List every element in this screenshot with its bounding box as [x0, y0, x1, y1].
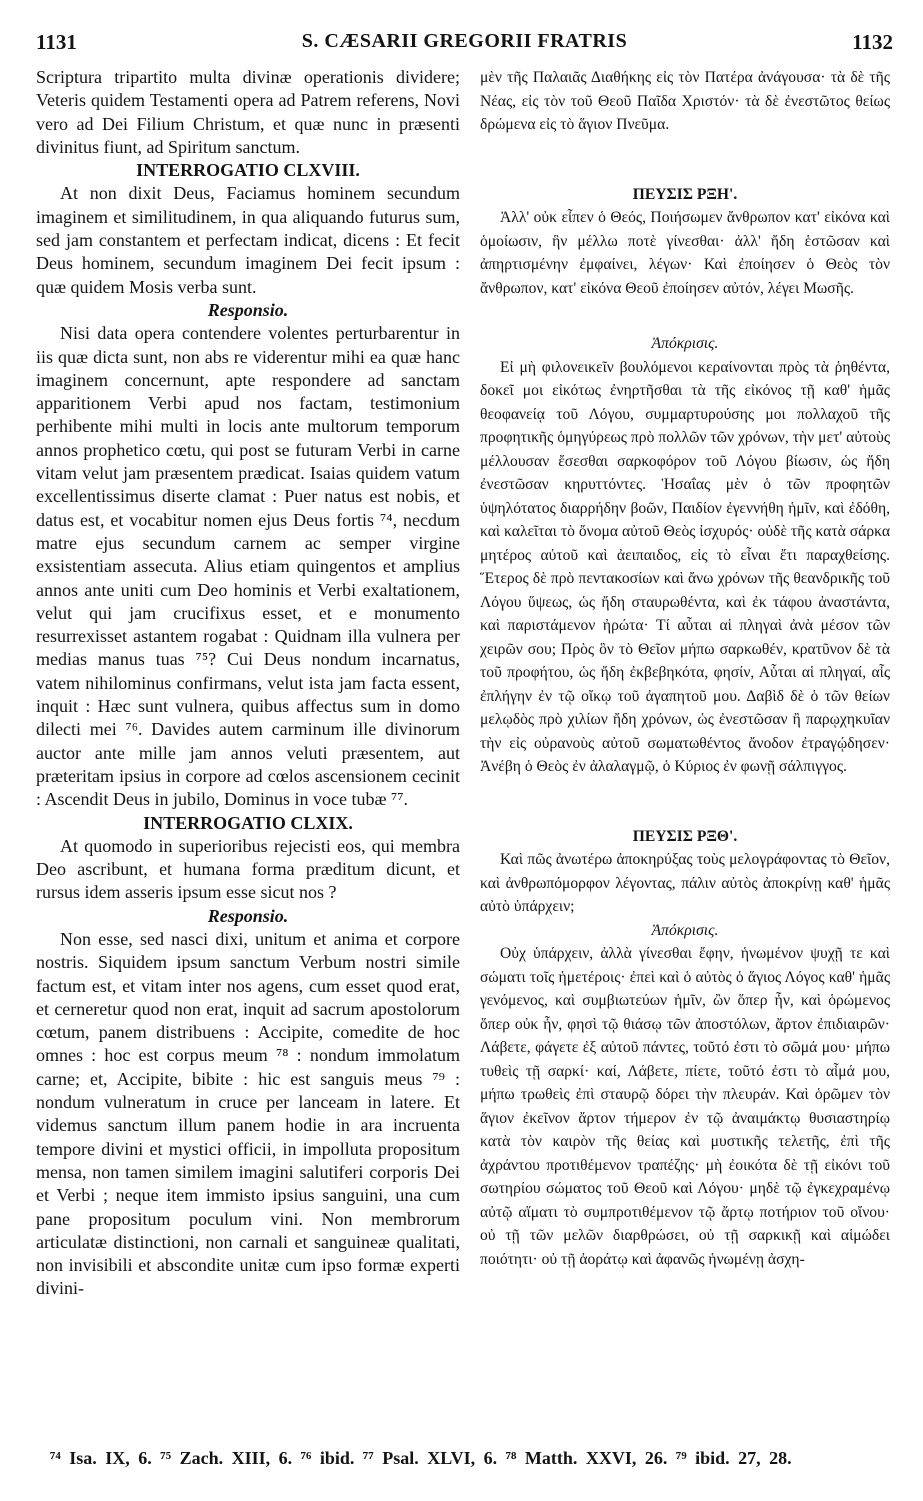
running-title: S. CÆSARII GREGORII FRATRIS — [301, 30, 628, 52]
greek-answer-169: Οὐχ ὑπάρχειν, ἀλλὰ γίνεσθαι ἔφην, ἡνωμένον ψυχῇ τε καὶ σώματι τοῖς ἡμετέροις· ἐπεὶ καὶ ὁ αὐτὸς ὁ ἅγιος Λόγος καθ' ἡμᾶς γενόμενος, καὶ συμβιωτεύων ἡμῖν, ὢν ὅπερ ἦν, καὶ ὁρώμενος ὅπερ οὐκ ἦν, φησὶ τῷ θιάσῳ τῶν ἀποστόλων, ἄρτον ἐπιδιαιρῶν· Λάβετε, φάγετε ἐξ αὐτοῦ πάντες, τοῦτό ἐστι τὸ σῶμά μου· μήπω τυθεὶς τῇ σαρκί· καί, Λάβετε, πίετε, τοῦτό ἐστι τὸ αἷμά μου, μήπω τρωθεὶς ἐπὶ σταυρῷ δόρει τὴν πλευράν. Καὶ ὁρῶμεν τὸν ἅγιον ἐκεῖνον ἄρτον τήμερον ἐν τῷ ἀναιμάκτῳ θυσιαστηρίῳ κατὰ τὸν καιρὸν τῆς θείας καὶ μυστικῆς τελετῆς, ἐπὶ τῆς ἀχράντου προτιθέμενον τραπέζης· μὴ ἐοικότα δὲ τῇ εἰκόνι τοῦ σωτηρίου σώματος τοῦ Θεοῦ καὶ Λόγου· μηδὲ τῷ ἐγκεχραμένῳ αὐτῷ αἵματι τὸ συμπροτιθέμενον τῷ ἄρτῳ ποτήριον τοῦ οἴνου· οὐ τῇ τῶν μελῶν διαρθρώσει, οὐ τῇ σαρκικῇ καὶ αἱμώδει ποιότητι· οὐ τῇ ἀοράτῳ καὶ ἀφανῶς ἡνωμένῃ ἀσχη- — [480, 945, 890, 1268]
greek-responsio-168: Ἀπόκρισις. — [651, 335, 719, 352]
latin-answer-169: Non esse, sed nasci dixi, unitum et anima et corpore nostris. Siquidem ipsum sanctum Verbum nostri simile factum est, et vitam inter nos agens, cum esset quod erat, et cerneretur quod non erat, inquit ad sacrum apostolorum cœtum, panem distribuens : Accipite, comedite de hoc omnes : hoc est corpus meum ⁷⁸ : nondum immolatum carne; et, Accipite, bibite : hic est sanguis meus ⁷⁹ : nondum vulneratum in cruce per lanceam in latere. Et videmus sanctum illum panem hodie in ara incruenta tempore divini et mystici officii, in impolluta propositum mensa, non tamen similem imagini salutiferi corporis Dei et Verbi ; neque item immisto ipsius sanguini, una cum pane propositum poculum vini. Non membrorum articulatæ distinctioni, non carnali et sanguineæ qualitati, non invisibili et abscondite unitæ cum ipso formæ experti divini- — [36, 928, 460, 1299]
latin-question-169: At quomodo in superioribus rejecisti eos, qui membra Deo ascribunt, et humana forma præditum dicunt, et rursus idem asseris ipsum esse sicut nos ? — [36, 835, 460, 903]
page-number-left: 1131 — [36, 30, 77, 54]
greek-question-168: Ἀλλ' οὐκ εἶπεν ὁ Θεός, Ποιήσωμεν ἄνθρωπον κατ' εἰκόνα καὶ ὁμοίωσιν, ἣν μέλλω ποτὲ γίνεσθαι· ἀλλ' ἤδη ἑστῶσαν καὶ ἀπηρτισμένην ἐμφαίνει, λέγων· Καὶ ἐποίησεν ὁ Θεὸς τὸν ἄνθρωπον, κατ' εἰκόνα Θεοῦ ἐποίησεν αὐτόν, λέγει Μωσῆς. — [480, 209, 890, 297]
spacer — [480, 300, 890, 332]
greek-answer-168: Εἰ μὴ φιλονεικεῖν βουλόμενοι κεραίνονται πρὸς τὰ ῥηθέντα, δοκεῖ μοι εἰκότως ἐνηρτῆσθαι τὰ τῆς εἰκόνος τῇ καθ' ἡμᾶς θεοφανείᾳ τοῦ Λόγου, συμμαρτυρούσης μοι πολλαχοῦ τῆς προφητικῆς ὁμηγύρεως πρὸ πολλῶν τῶν χρόνων, τὴν μετ' αὐτοὺς μέλλουσαν ἔσεσθαι σαρκοφόρον τοῦ Λόγου βίωσιν, ὡς ἤδη ἐνεστῶσαν κηρυττόντες. Ἡσαΐας μὲν ὁ τῶν προφητῶν ὑψηλότατος διαρρήδην βοῶν, Παιδίον ἐγεννήθη ἡμῖν, καὶ ἐδόθη, καὶ καλεῖται τὸ ὄνομα αὐτοῦ Θεὸς ἰσχυρός· οὐδὲ τῆς κατὰ σάρκα μητέρος αὐτοῦ καὶ ἀειπαιδος, εἰς τὸ εἶναι ἔτι παραχθείσης. Ἕτερος δὲ πρὸ πεντακοσίων καὶ ἄνω χρόνων τῆς θεανδρικῆς τοῦ Λόγου ὕψεως, ὡς ἤδη σταυρωθέντα, καὶ ἐκ τάφου ἀναστάντα, καὶ παριστάμενον ἠρώτα· Τί αὗται αἱ πληγαὶ ἀνὰ μέσον τῶν χειρῶν σου; Πρὸς ὃν τὸ Θεῖον μήπω σαρκωθέν, κρατῦνον δὲ τὰ τοῦ προφήτου, ὡς ἤδη ἐκβεβηκότα, φησίν, Αὗται αἱ πληγαί, αἷς ἐπλήγην ἐν τῷ οἴκῳ τοῦ ἀγαπητοῦ μου. Δαβὶδ δὲ ὁ τῶν θείων μελῳδὸς πρὸ χιλίων ἤδη χρόνων, ὡς ἐνεστῶσαν ἢ παρῳχηκυῖαν τὴν εἰς οὐρανοὺς αὐτοῦ σωματωθέντος ἄνοδον ἐτραγῴδησεν· Ἀνέβη ὁ Θεὸς ἐν ἀλαλαγμῷ, ὁ Κύριος ἐν φωνῇ σάλπιγγος. — [480, 358, 890, 775]
greek-column — [480, 66, 890, 1271]
greek-heading-168: ΠΕΥΣΙΣ ΡΞΗ'. — [632, 185, 738, 203]
latin-responsio-168: Responsio. — [207, 299, 289, 320]
spacer — [480, 779, 890, 825]
spacer — [480, 137, 890, 183]
page-number-right: 1132 — [852, 30, 893, 54]
greek-responsio-169: Ἀπόκρισις. — [651, 921, 719, 939]
greek-question-169: Καὶ πῶς ἀνωτέρω ἀποκηρύξας τοὺς μελογράφοντας τὸ Θεῖον, καὶ ἀνθρωπόμορφον λέγοντας, πάλιν αὐτὸς ἀποκρίνῃ καθ' ἡμᾶς αὐτὸ ὑπάρχειν; — [480, 851, 890, 915]
latin-heading-169: INTERROGATIO CLXIX. — [143, 812, 353, 833]
greek-intro-paragraph: μὲν τῆς Παλαιᾶς Διαθήκης εἰς τὸν Πατέρα ἀνάγουσα· τὰ δὲ τῆς Νέας, εἰς τὸν τοῦ Θεοῦ Παῖδα Χριστόν· τὰ δὲ ἐνεστῶτος θείως δρώμενα εἰς τὸ ἅγιον Πνεῦμα. — [480, 69, 890, 133]
latin-intro-paragraph: Scriptura tripartito multa divinæ operationis dividere; Veteris quidem Testamenti opera ad Patrem referens, Novi vero ad Dei Filium Christum, et quæ nunc in præsenti divinitus fiunt, ad Spiritum sanctum. — [36, 67, 460, 157]
greek-heading-169: ΠΕΥΣΙΣ ΡΞΘ'. — [632, 827, 738, 845]
footnotes: ⁷⁴ Isa. IX, 6. ⁷⁵ Zach. XIII, 6. ⁷⁶ ibid. ⁷⁷ Psal. XLVI, 6. ⁷⁸ Matth. XXVI, 26. ⁷⁹ ibid. 27, 28. — [50, 1448, 792, 1468]
latin-question-168: At non dixit Deus, Faciamus hominem secundum imaginem et similitudinem, in qua aliquando futurus sum, sed jam constantem et perfectam indicat, dicens : Et fecit Deus hominem, secundum imaginem Dei fecit ipsum : quæ quidem Mosis verba sunt. — [36, 183, 460, 297]
latin-heading-168: INTERROGATIO CLXVIII. — [136, 160, 360, 181]
running-header — [36, 30, 893, 64]
latin-answer-168: Nisi data opera contendere volentes perturbarentur in iis quæ dicta sunt, non abs re viderentur mihi ea quæ hanc imaginem concernunt, apte respondere ad sanctam apparitionem Verbi apud nos factam, testimonium perhibente mihi multi in locis ante multorum temporum annos prophetico cœtu, qui post se futuram Verbi in carne vitam velut jam præsentem prædicat. Isaias quidem vatum excellentissimus diserte clamat : Puer natus est nobis, et datus est, et vocabitur nomen ejus Deus fortis ⁷⁴, necdum matre ejus secundum carnem ac semper virgine exsistentiam assecuta. Alius etiam quingentos et amplius annos ante uniti cum Deo hominis et Verbi exaltationem, velut qui jam crucifixus esset, et e monumento resurrexisset astantem rogabat : Quidnam illa vulnera per medias manus tuas ⁷⁵? Cui Deus nondum incarnatus, vatem nihilominus confirmans, velut ista jam facta essent, inquit : Hæc sunt vulnera, quibus affectus sum in domo dilecti mei ⁷⁶. Davides autem carminum ille divinorum auctor ante mille jam annos veluti præsentem, aut præteritam ipsius in corpore ad cœlos ascensionem cecinit : Ascendit Deus in jubilo, Dominus in voce tubæ ⁷⁷. — [36, 323, 460, 810]
latin-column — [36, 66, 460, 1301]
latin-responsio-169: Responsio. — [207, 905, 289, 926]
